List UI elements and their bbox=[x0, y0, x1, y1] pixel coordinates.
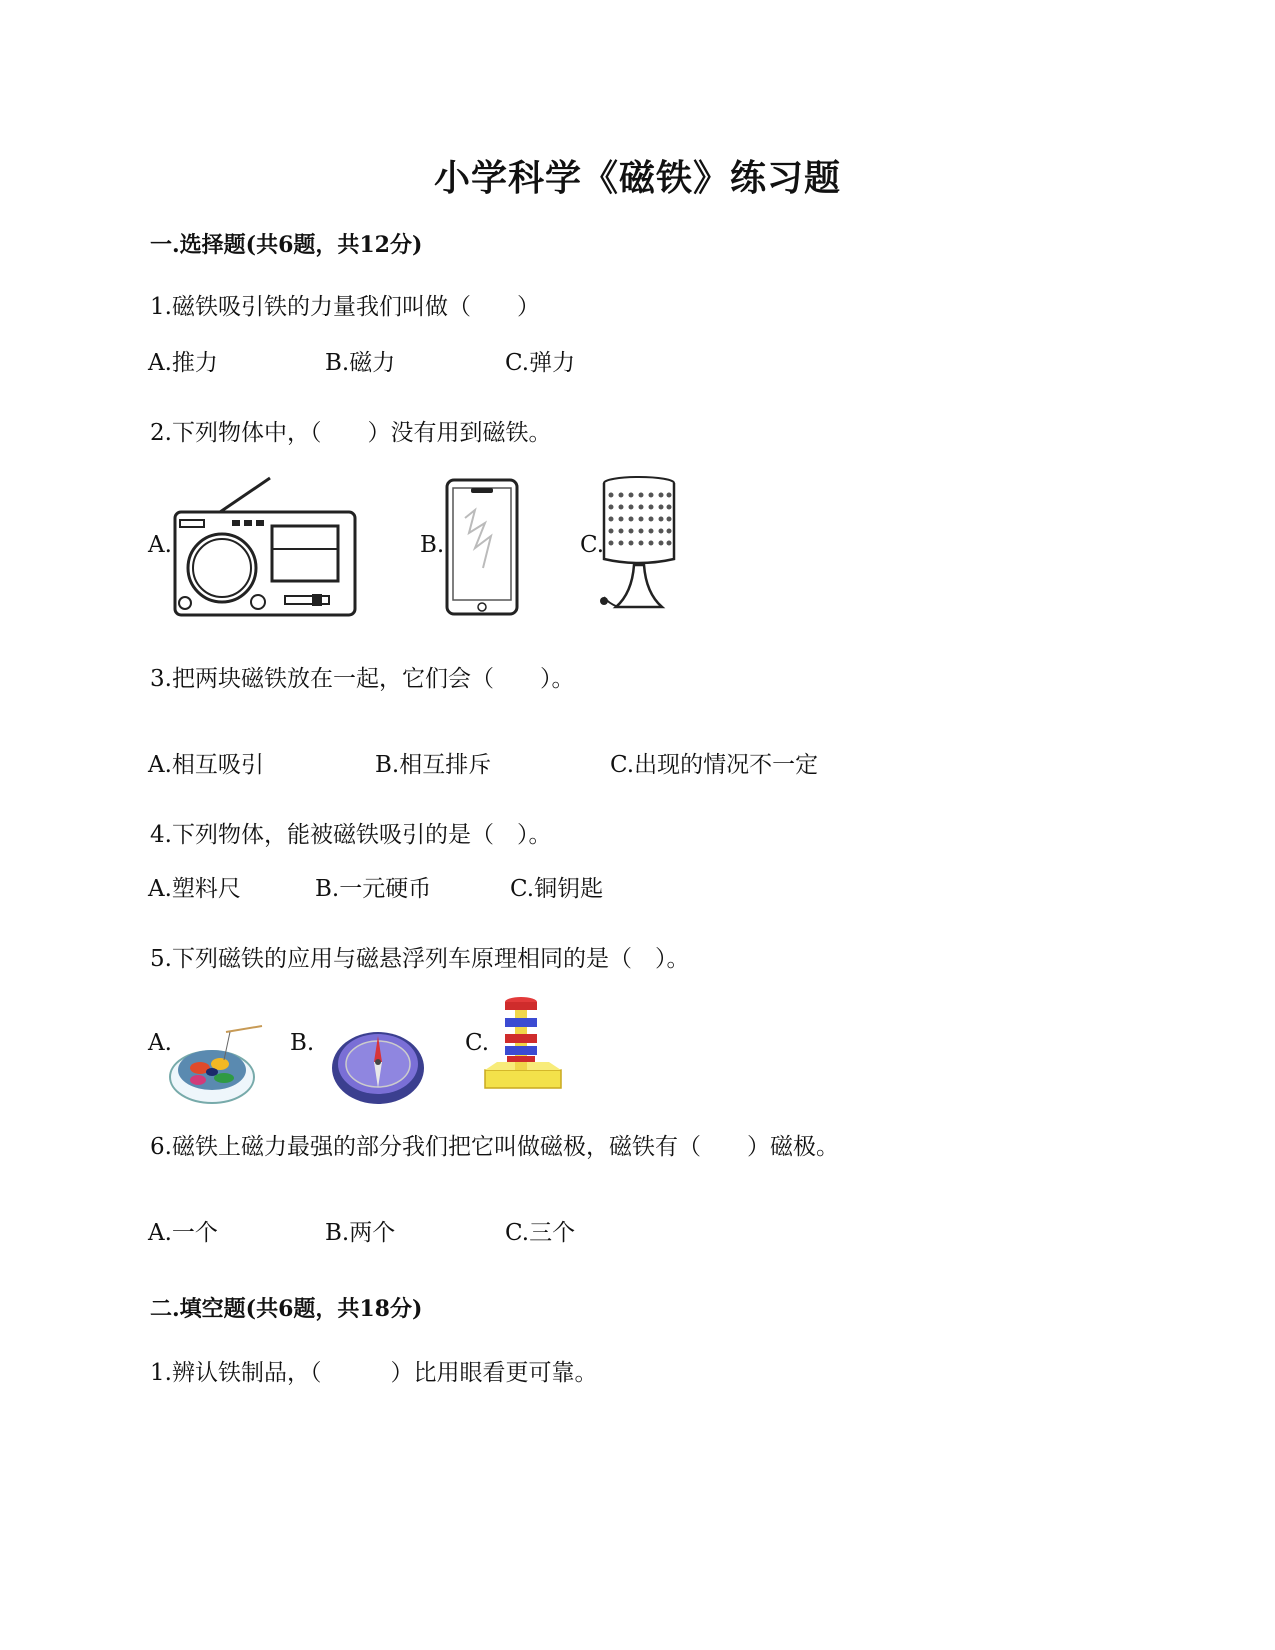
question-2: 2.下列物体中，（ ）没有用到磁铁。 bbox=[150, 420, 552, 446]
q4-option-c: C.铜钥匙 bbox=[510, 876, 604, 902]
levitating-ring-magnets-icon bbox=[485, 996, 565, 1092]
q4-option-b: B.一元硬币 bbox=[315, 876, 432, 902]
question-1: 1.磁铁吸引铁的力量我们叫做（ ） bbox=[150, 294, 540, 320]
question-4: 4.下列物体，能被磁铁吸引的是（ ）。 bbox=[150, 822, 552, 848]
question-3: 3.把两块磁铁放在一起，它们会（ ）。 bbox=[150, 666, 575, 692]
q1-option-a: A.推力 bbox=[148, 350, 218, 376]
q6-option-a: A.一个 bbox=[148, 1220, 218, 1246]
fill-question-1: 1.辨认铁制品，（ ）比用眼看更可靠。 bbox=[150, 1360, 598, 1386]
section-heading-fill-blank: 二.填空题(共6题，共18分) bbox=[150, 1296, 423, 1322]
q5-label-a: A. bbox=[148, 1030, 172, 1056]
phone-icon bbox=[445, 478, 519, 616]
q3-option-b: B.相互排斥 bbox=[375, 752, 492, 778]
q1-option-c: C.弹力 bbox=[505, 350, 576, 376]
q5-label-c: C. bbox=[465, 1030, 490, 1056]
q2-label-c: C. bbox=[580, 532, 605, 558]
q1-option-b: B.磁力 bbox=[325, 350, 396, 376]
question-6: 6.磁铁上磁力最强的部分我们把它叫做磁极，磁铁有（ ）磁极。 bbox=[150, 1134, 839, 1160]
radio-icon bbox=[172, 476, 358, 618]
q6-option-b: B.两个 bbox=[325, 1220, 396, 1246]
q2-label-a: A. bbox=[148, 532, 172, 558]
page-title: 小学科学《磁铁》练习题 bbox=[433, 157, 841, 199]
q5-label-b: B. bbox=[290, 1030, 315, 1056]
question-5: 5.下列磁铁的应用与磁悬浮列车原理相同的是（ ）。 bbox=[150, 946, 690, 972]
magnetic-fishing-toy-icon bbox=[168, 1022, 264, 1108]
lamp-icon bbox=[596, 475, 676, 619]
section-heading-choice: 一.选择题(共6题，共12分) bbox=[150, 232, 423, 258]
compass-icon bbox=[330, 1018, 426, 1106]
q4-option-a: A.塑料尺 bbox=[148, 876, 241, 902]
q2-label-b: B. bbox=[420, 532, 445, 558]
q3-option-c: C.出现的情况不一定 bbox=[610, 752, 819, 778]
q6-option-c: C.三个 bbox=[505, 1220, 576, 1246]
q3-option-a: A.相互吸引 bbox=[148, 752, 264, 778]
